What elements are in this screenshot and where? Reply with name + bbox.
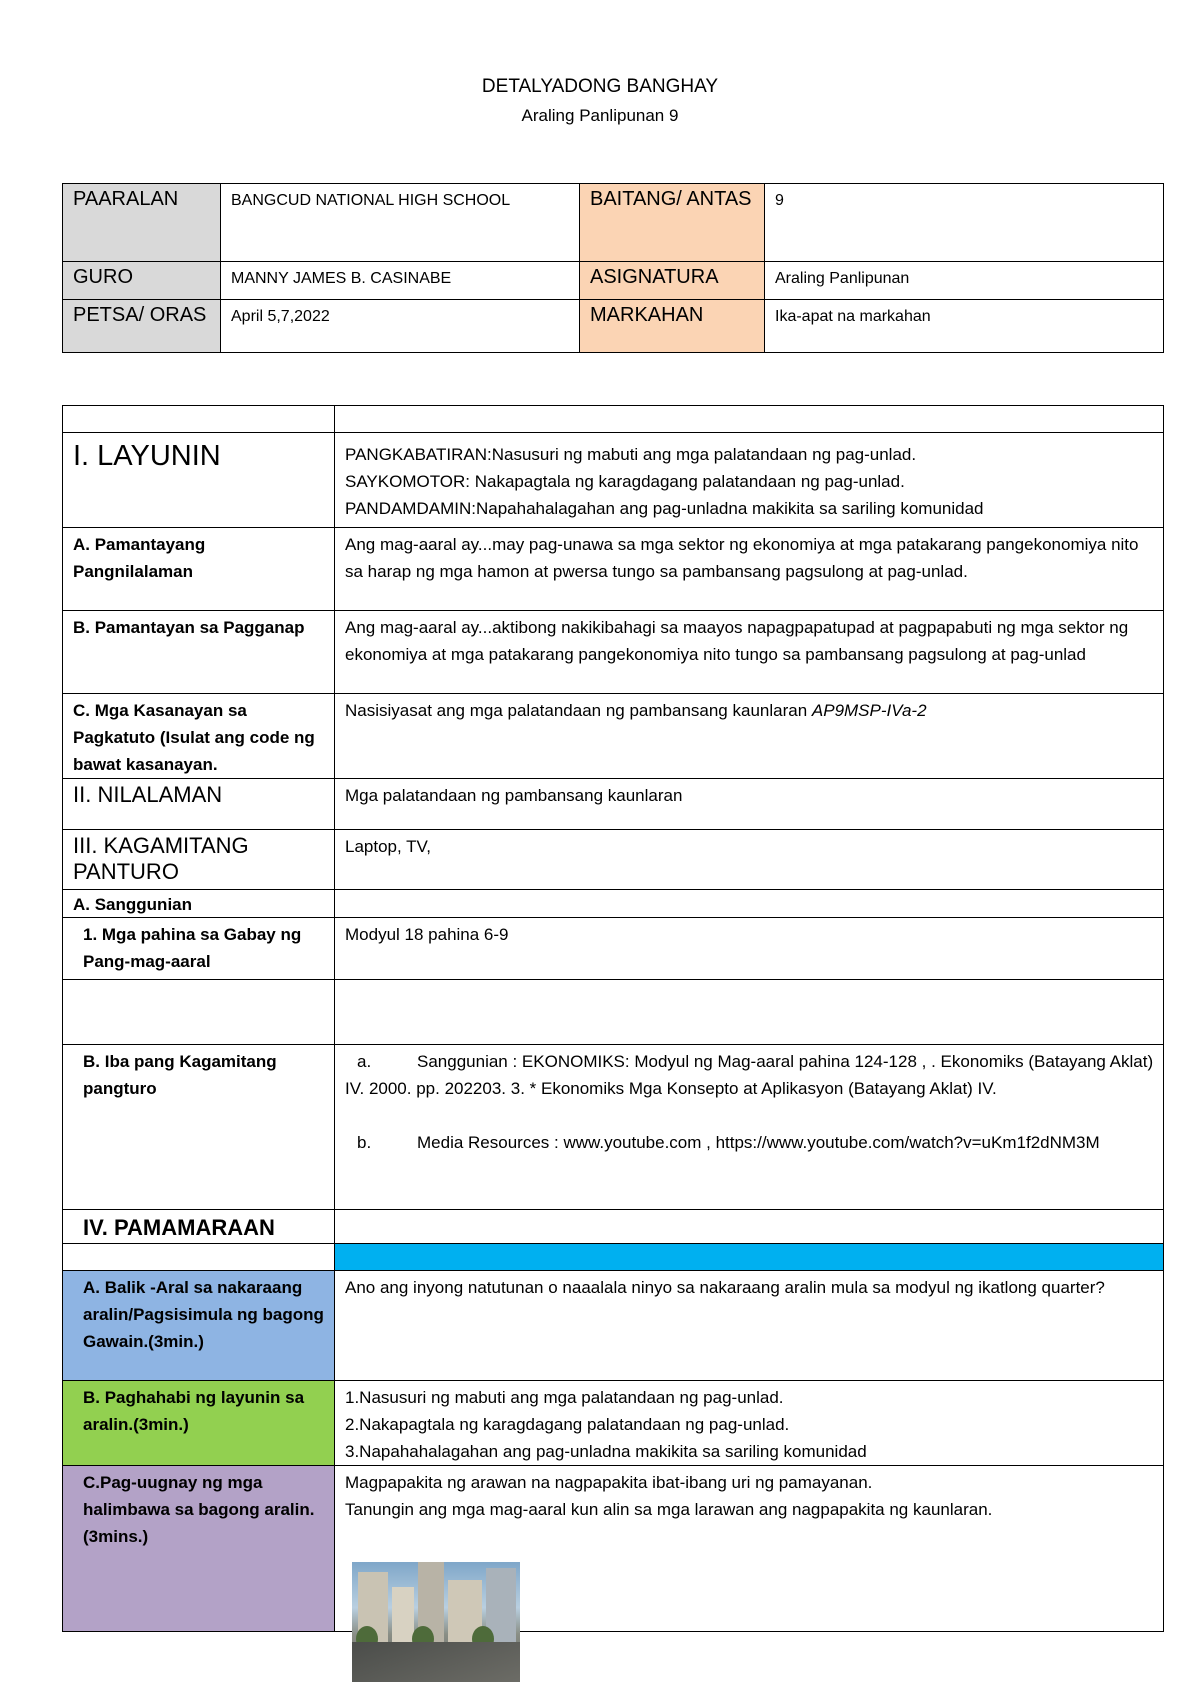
gabay-text: Modyul 18 pahina 6-9	[335, 918, 1164, 980]
blank-cell	[63, 406, 335, 433]
balik-aral-text: Ano ang inyong natutunan o naaalala ninyo sa nakaraang aralin mula sa modyul ng ikatlong quarter?	[335, 1271, 1164, 1381]
layunin-content	[335, 433, 1164, 528]
kagamitan-heading: III. KAGAMITANG PANTURO	[63, 830, 335, 890]
layunin-heading: I. LAYUNIN	[63, 433, 335, 528]
paghahabi-label: B. Paghahabi ng layunin sa aralin.(3min.)	[63, 1381, 335, 1466]
reference-item	[345, 1129, 1155, 1156]
nilalaman-text: Mga palatandaan ng pambansang kaunlaran	[335, 779, 1164, 830]
paghahabi-2: 2.Nakapagtala ng karagdagang palatandaan ng pag-unlad.	[345, 1415, 790, 1434]
kasanayan-label: C. Mga Kasanayan sa Pagkatuto (Isulat ang code ng bawat kasanayan.	[63, 694, 335, 779]
cyan-band	[335, 1244, 1164, 1271]
kagamitan-text: Laptop, TV,	[335, 830, 1164, 890]
pamantayang-pangnilalaman-label: A. Pamantayang Pangnilalaman	[63, 528, 335, 611]
nilalaman-heading: II. NILALAMAN	[63, 779, 335, 830]
baitang-value: 9	[765, 184, 1164, 262]
blank-cell	[63, 980, 335, 1045]
blank-cell	[63, 1244, 335, 1271]
reference-text: Media Resources : www.youtube.com , https://www.youtube.com/watch?v=uKm1f2dNM3M	[417, 1133, 1100, 1152]
city-photo	[352, 1562, 520, 1682]
sanggunian-label: A. Sanggunian	[63, 890, 335, 918]
layunin-1: PANGKABATIRAN:Nasusuri ng mabuti ang mga palatandaan ng pag-unlad.	[345, 445, 917, 464]
pamamaraan-heading: IV. PAMAMARAAN	[63, 1210, 335, 1244]
iba-pang-kagamitan-label: B. Iba pang Kagamitang pangturo	[63, 1045, 335, 1210]
kasanayan-text: Nasisiyasat ang mga palatandaan ng pambansang kaunlaran	[345, 701, 812, 720]
asignatura-label: ASIGNATURA	[580, 262, 765, 300]
paguugnay-2: Tanungin ang mga mag-aaral kun alin sa mga larawan ang nagpapakita ng kaunlaran.	[345, 1500, 993, 1519]
document-title: DETALYADONG BANGHAY	[481, 76, 719, 97]
reference-letter: b.	[357, 1133, 372, 1152]
gabay-label: 1. Mga pahina sa Gabay ng Pang-mag-aaral	[63, 918, 335, 980]
kasanayan-code: AP9MSP-IVa-2	[811, 701, 927, 720]
paghahabi-1: 1.Nasusuri ng mabuti ang mga palatandaan ng pag-unlad.	[345, 1388, 784, 1407]
pamantayang-pangnilalaman-text: Ang mag-aaral ay...may pag-unawa sa mga sektor ng ekonomiya at mga patakarang pangekonomiya nito sa harap ng mga hamon at pwersa tungo sa pambansang pagsulong at pag-unlad.	[335, 528, 1164, 611]
pamantayan-pagganap-label: B. Pamantayan sa Pagganap	[63, 611, 335, 694]
blank-cell	[335, 406, 1164, 433]
lesson-plan-table	[62, 405, 1164, 1632]
asignatura-value: Araling Panlipunan	[765, 262, 1164, 300]
paghahabi-content	[335, 1381, 1164, 1466]
references-content	[335, 1045, 1164, 1210]
baitang-label: BAITANG/ ANTAS	[580, 184, 765, 262]
layunin-2: SAYKOMOTOR: Nakapagtala ng karagdagang palatandaan ng pag-unlad.	[345, 472, 905, 491]
paguugnay-1: Magpapakita ng arawan na nagpapakita ibat-ibang uri ng pamayanan.	[345, 1473, 873, 1492]
document-subtitle: Araling Panlipunan 9	[521, 106, 679, 125]
markahan-value: Ika-apat na markahan	[765, 300, 1164, 353]
reference-letter: a.	[357, 1052, 372, 1071]
petsa-label: PETSA/ ORAS	[63, 300, 221, 353]
blank-cell	[335, 890, 1164, 918]
guro-label: GURO	[63, 262, 221, 300]
reference-text: Sanggunian : EKONOMIKS: Modyul ng Mag-aaral pahina 124-128 , . Ekonomiks (Batayang Aklat) IV. 2000. pp. 202203. 3. * Ekonomiks Mga Konsepto at Aplikasyon (Batayang Aklat) IV.	[345, 1052, 1154, 1098]
petsa-value: April 5,7,2022	[221, 300, 580, 353]
paaralan-label: PAARALAN	[63, 184, 221, 262]
guro-value: MANNY JAMES B. CASINABE	[221, 262, 580, 300]
info-table	[62, 183, 1164, 353]
paguugnay-label: C.Pag-uugnay ng mga halimbawa sa bagong aralin.(3mins.)	[63, 1466, 335, 1632]
paaralan-value: BANGCUD NATIONAL HIGH SCHOOL	[221, 184, 580, 262]
markahan-label: MARKAHAN	[580, 300, 765, 353]
paghahabi-3: 3.Napahahalagahan ang pag-unladna makikita sa sariling komunidad	[345, 1442, 867, 1461]
blank-cell	[335, 1210, 1164, 1244]
blank-cell	[335, 980, 1164, 1045]
pamantayan-pagganap-text: Ang mag-aaral ay...aktibong nakikibahagi sa maayos napagpapatupad at pagpapabuti ng mga sektor ng ekonomiya at mga patakarang pangekonomiya nito tungo sa pambansang pagsulong at pag-unlad	[335, 611, 1164, 694]
layunin-3: PANDAMDAMIN:Napahahalagahan ang pag-unladna makikita sa sariling komunidad	[345, 499, 984, 518]
kasanayan-content	[335, 694, 1164, 779]
balik-aral-label: A. Balik -Aral sa nakaraang aralin/Pagsisimula ng bagong Gawain.(3min.)	[63, 1271, 335, 1381]
reference-item	[345, 1048, 1155, 1102]
